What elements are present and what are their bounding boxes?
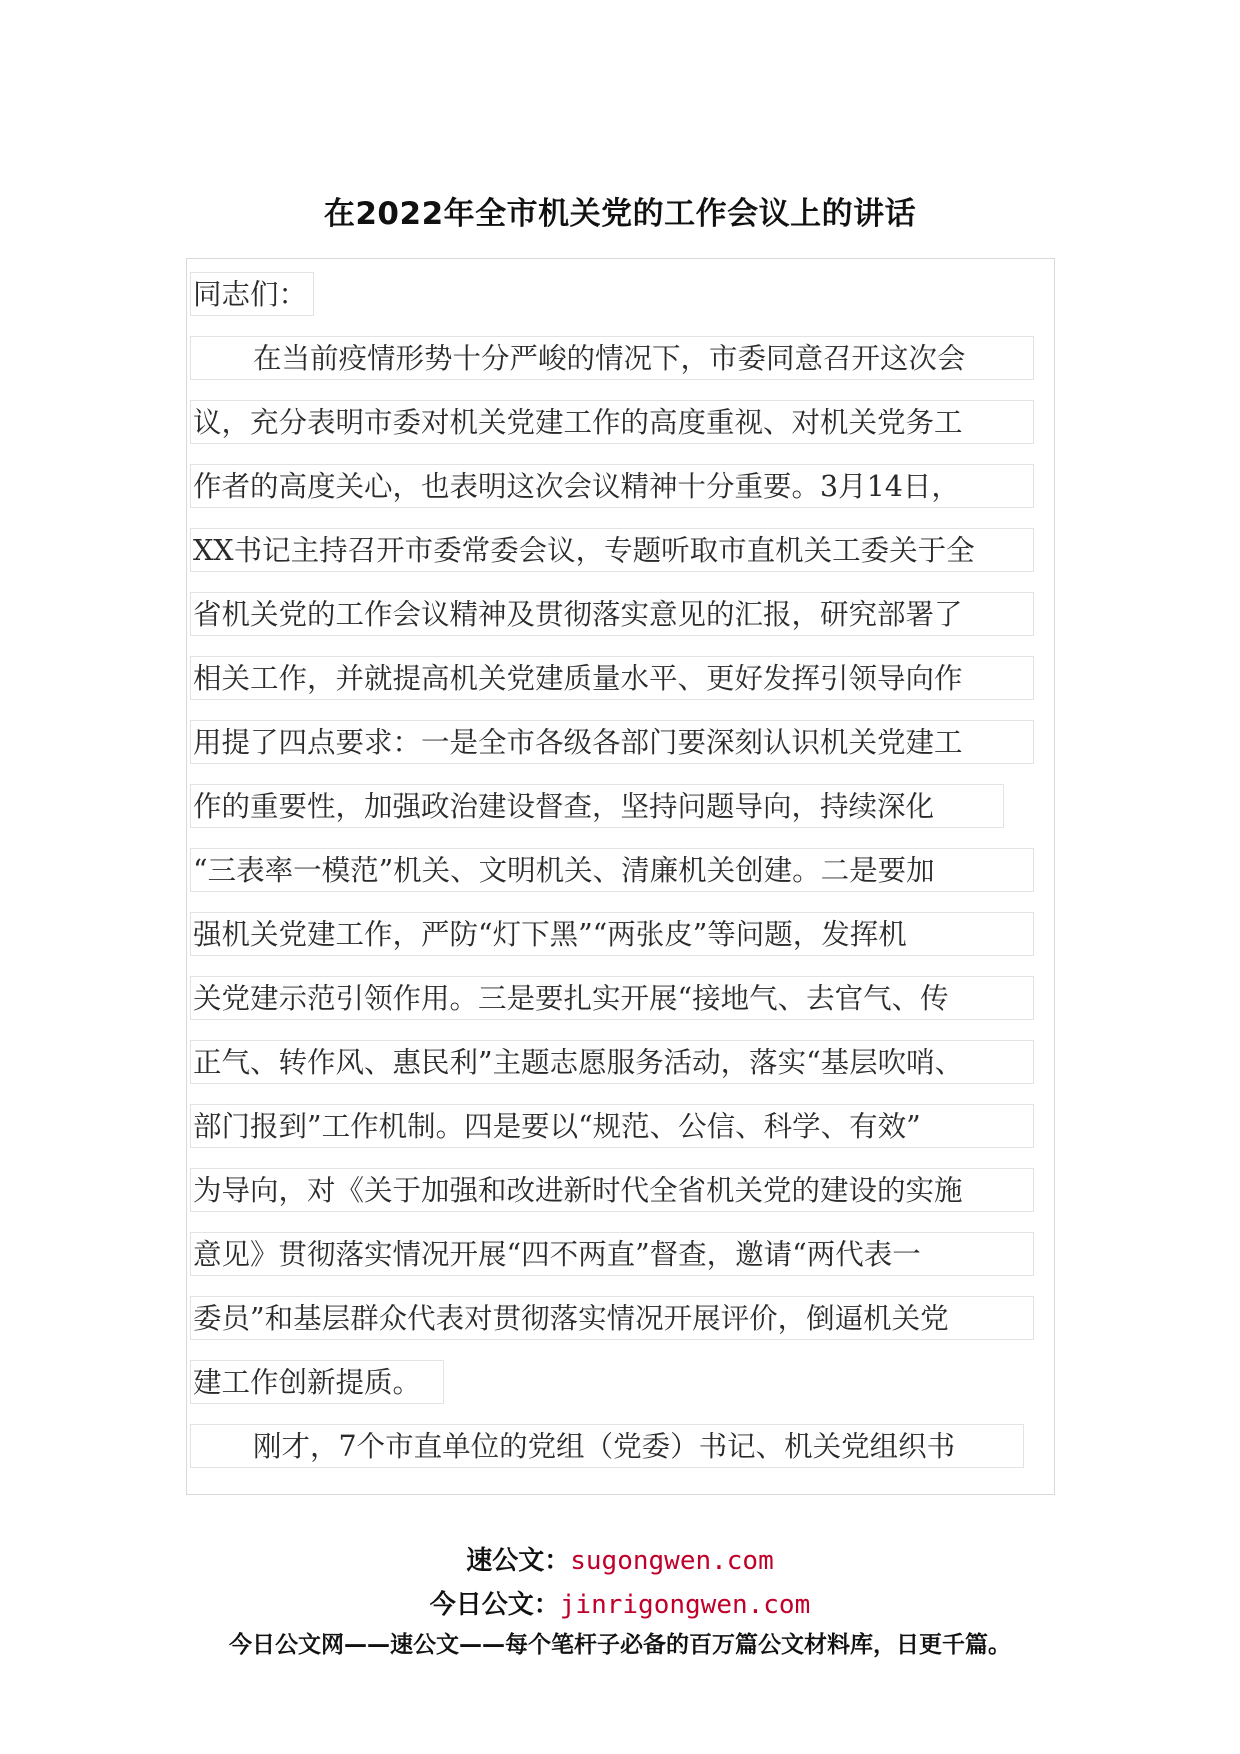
body-line: “三表率一模范”机关、文明机关、清廉机关创建。二是要加 xyxy=(190,848,1034,892)
body-line: 意见》贯彻落实情况开展“四不两直”督查，邀请“两代表一 xyxy=(190,1232,1034,1276)
body-line: 正气、转作风、惠民利”主题志愿服务活动，落实“基层吹哨、 xyxy=(190,1040,1034,1084)
footer-sugongwen-link[interactable]: sugongwen.com xyxy=(570,1546,774,1576)
body-line: 强机关党建工作，严防“灯下黑”“两张皮”等问题，发挥机 xyxy=(190,912,1034,956)
body-line: XX书记主持召开市委常委会议，专题听取市直机关工委关于全 xyxy=(190,528,1034,572)
body-line: 用提了四点要求：一是全市各级各部门要深刻认识机关党建工 xyxy=(190,720,1034,764)
body-line: 为导向，对《关于加强和改进新时代全省机关党的建设的实施 xyxy=(190,1168,1034,1212)
body-line: 建工作创新提质。 xyxy=(190,1360,444,1404)
footer-sugongwen-label: 速公文： xyxy=(466,1546,571,1576)
body-line: 议，充分表明市委对机关党建工作的高度重视、对机关党务工 xyxy=(190,400,1034,444)
body-line: 关党建示范引领作用。三是要扎实开展“接地气、去官气、传 xyxy=(190,976,1034,1020)
footer-tagline: 今日公文网——速公文——每个笔杆子必备的百万篇公文材料库，日更千篇。 xyxy=(229,1632,1011,1658)
footer-jinrigongwen-link[interactable]: jinrigongwen.com xyxy=(559,1590,811,1620)
body-line: 作者的高度关心，也表明这次会议精神十分重要。3月14日， xyxy=(190,464,1034,508)
body-line: 作的重要性，加强政治建设督查，坚持问题导向，持续深化 xyxy=(190,784,1004,828)
body-line: 省机关党的工作会议精神及贯彻落实意见的汇报，研究部署了 xyxy=(190,592,1034,636)
body-line: 相关工作，并就提高机关党建质量水平、更好发挥引领导向作 xyxy=(190,656,1034,700)
body-line: 在当前疫情形势十分严峻的情况下，市委同意召开这次会 xyxy=(190,336,1034,380)
greeting-line: 同志们： xyxy=(190,272,314,316)
footer-jinrigongwen-label: 今日公文： xyxy=(429,1590,560,1620)
footer-sugongwen xyxy=(0,1540,1240,1577)
body-line: 部门报到”工作机制。四是要以“规范、公信、科学、有效” xyxy=(190,1104,1034,1148)
body-line: 刚才，7个市直单位的党组（党委）书记、机关党组织书 xyxy=(190,1424,1024,1468)
page-title: 在2022年全市机关党的工作会议上的讲话 xyxy=(323,196,917,232)
footer-jinrigongwen xyxy=(0,1584,1240,1621)
body-line: 委员”和基层群众代表对贯彻落实情况开展评价，倒逼机关党 xyxy=(190,1296,1034,1340)
